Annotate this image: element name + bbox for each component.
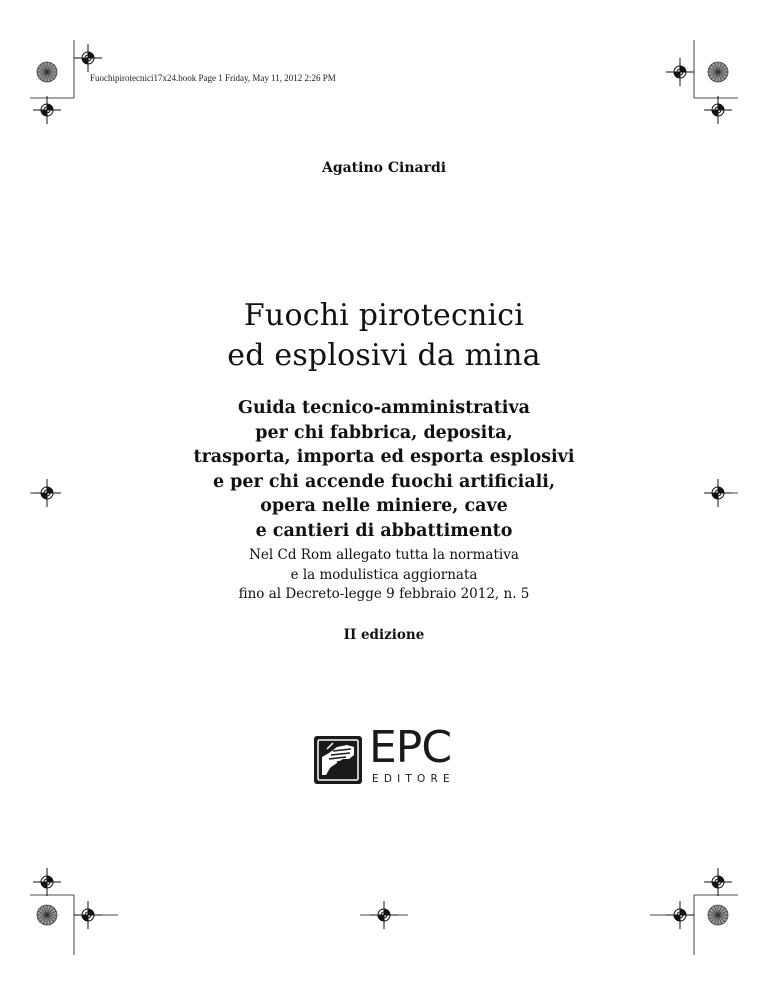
printer-slug-line: Fuochipirotecnici17x24.book Page 1 Friday, May 11, 2012 2:26 PM bbox=[90, 73, 336, 83]
color-wheel-icon bbox=[708, 62, 728, 82]
registration-mark-icon bbox=[704, 868, 732, 896]
publisher-subtitle: EDITORE bbox=[372, 773, 455, 785]
registration-mark-icon bbox=[666, 58, 694, 86]
registration-mark-icon bbox=[370, 901, 398, 929]
publisher-logo-icon bbox=[313, 735, 363, 785]
color-wheel-icon bbox=[708, 905, 728, 925]
subtitle-line: e per chi accende fuochi artificiali, bbox=[212, 471, 556, 492]
registration-mark-icon bbox=[704, 96, 732, 124]
subtitle-line: e cantieri di abbattimento bbox=[255, 520, 513, 541]
book-subtitle bbox=[0, 396, 768, 543]
subtitle-line: Guida tecnico-amministrativa bbox=[238, 398, 530, 418]
author-name: Agatino Cinardi bbox=[321, 160, 447, 176]
title-line: Fuochi pirotecnici bbox=[243, 298, 525, 333]
title-line: ed esplosivi da mina bbox=[227, 338, 541, 373]
note-line: fino al Decreto-legge 9 febbraio 2012, n. 5 bbox=[238, 586, 530, 602]
registration-mark-icon bbox=[33, 868, 61, 896]
note-line: Nel Cd Rom allegato tutta la normativa bbox=[249, 547, 519, 563]
note-line: e la modulistica aggiornata bbox=[290, 566, 478, 583]
publisher-logo bbox=[313, 722, 463, 787]
cdrom-note bbox=[0, 546, 768, 605]
registration-mark-icon bbox=[666, 901, 694, 929]
edition-label: II edizione bbox=[343, 627, 425, 643]
registration-mark-icon bbox=[74, 44, 102, 72]
color-wheel-icon bbox=[37, 62, 57, 82]
book-title bbox=[0, 296, 768, 376]
registration-mark-icon bbox=[74, 901, 102, 929]
subtitle-line: trasporta, importa ed esporta esplosivi bbox=[193, 447, 575, 467]
publisher-name: EPC bbox=[369, 722, 452, 773]
subtitle-line: opera nelle miniere, cave bbox=[260, 496, 508, 516]
subtitle-line: per chi fabbrica, deposita, bbox=[255, 422, 513, 443]
color-wheel-icon bbox=[37, 905, 57, 925]
registration-mark-icon bbox=[33, 96, 61, 124]
